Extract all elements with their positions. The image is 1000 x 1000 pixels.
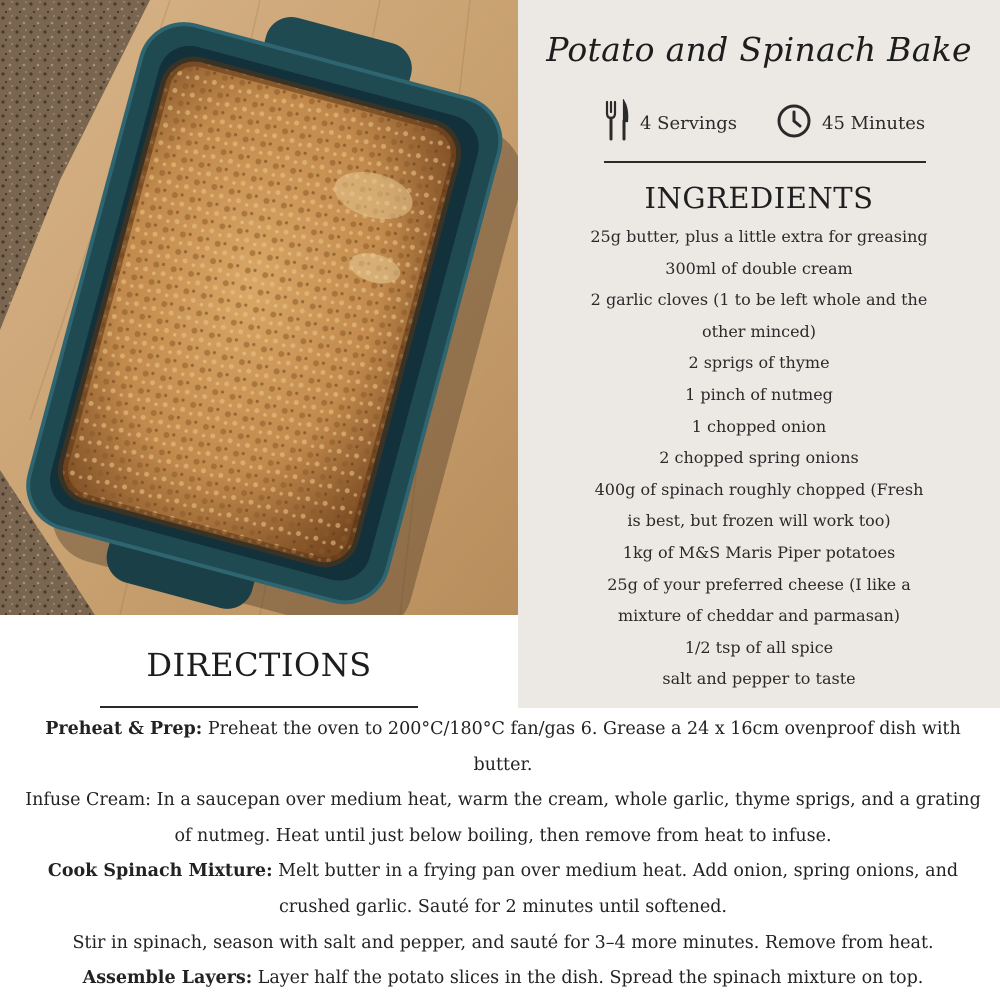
direction-step (20, 712, 986, 783)
ingredient-line: 400g of spinach roughly chopped (Fresh (594, 479, 924, 499)
ingredient-line: 2 garlic cloves (1 to be left whole and the (590, 290, 928, 310)
ingredients-list (578, 221, 940, 695)
time-text: 45 Minutes (822, 112, 926, 134)
ingredient-line: mixture of cheddar and parmasan) (618, 606, 900, 626)
ingredient-line: 1 pinch of nutmeg (685, 384, 833, 404)
ingredient-line: 1 chopped onion (691, 416, 827, 436)
servings-info (604, 100, 737, 146)
dish-photo (0, 0, 518, 615)
direction-step (20, 783, 986, 854)
direction-step (20, 926, 986, 962)
ingredients-heading: INGREDIENTS (644, 181, 874, 215)
step-label: Preheat & Prep: (45, 719, 203, 739)
ingredient-line: is best, but frozen will work too) (627, 511, 891, 531)
servings-text: 4 Servings (640, 112, 738, 134)
direction-step (20, 854, 986, 925)
step-text: Stir in spinach, season with salt and pepper, and sauté for 3–4 more minutes. Remove from heat. (72, 932, 934, 953)
ingredient-line: 1/2 tsp of all spice (684, 637, 834, 657)
ingredient-line: 2 chopped spring onions (659, 448, 859, 468)
directions-list (20, 712, 986, 997)
clock-icon (776, 103, 812, 143)
ingredient-line: other minced) (701, 321, 817, 341)
step-text: Preheat the oven to 200°C/180°C fan/gas 6. Grease a 24 x 16cm ovenproof dish with butter. (202, 719, 961, 775)
step-text: Layer half the potato slices in the dish. Spread the spinach mixture on top. (252, 968, 924, 989)
step-label: Assemble Layers: (82, 968, 253, 989)
direction-step (20, 961, 986, 997)
fork-knife-icon (604, 99, 630, 147)
directions-heading: DIRECTIONS (146, 646, 372, 684)
ingredient-line: salt and pepper to taste (662, 669, 856, 689)
ingredient-line: 25g of your preferred cheese (I like a (607, 574, 911, 594)
time-info (776, 100, 925, 146)
ingredient-line: 25g butter, plus a little extra for greasing (590, 227, 928, 246)
ingredient-line: 300ml of double cream (665, 258, 853, 278)
recipe-card-panel (518, 0, 1000, 708)
step-label: Cook Spinach Mixture: (47, 861, 273, 882)
step-text: Melt butter in a frying pan over medium heat. Add onion, spring onions, and crushed garlic. Sauté for 2 minutes until softened. (272, 861, 959, 917)
divider (100, 706, 418, 708)
recipe-title: Potato and Spinach Bake (546, 30, 972, 69)
step-text: Infuse Cream: In a saucepan over medium heat, warm the cream, whole garlic, thyme sprigs, and a grating of nutmeg. Heat until just below boiling, then remove from heat to infuse. (25, 790, 981, 846)
divider (604, 161, 926, 163)
ingredient-line: 2 sprigs of thyme (688, 353, 830, 373)
ingredient-line: 1kg of M&S Maris Piper potatoes (622, 542, 896, 562)
